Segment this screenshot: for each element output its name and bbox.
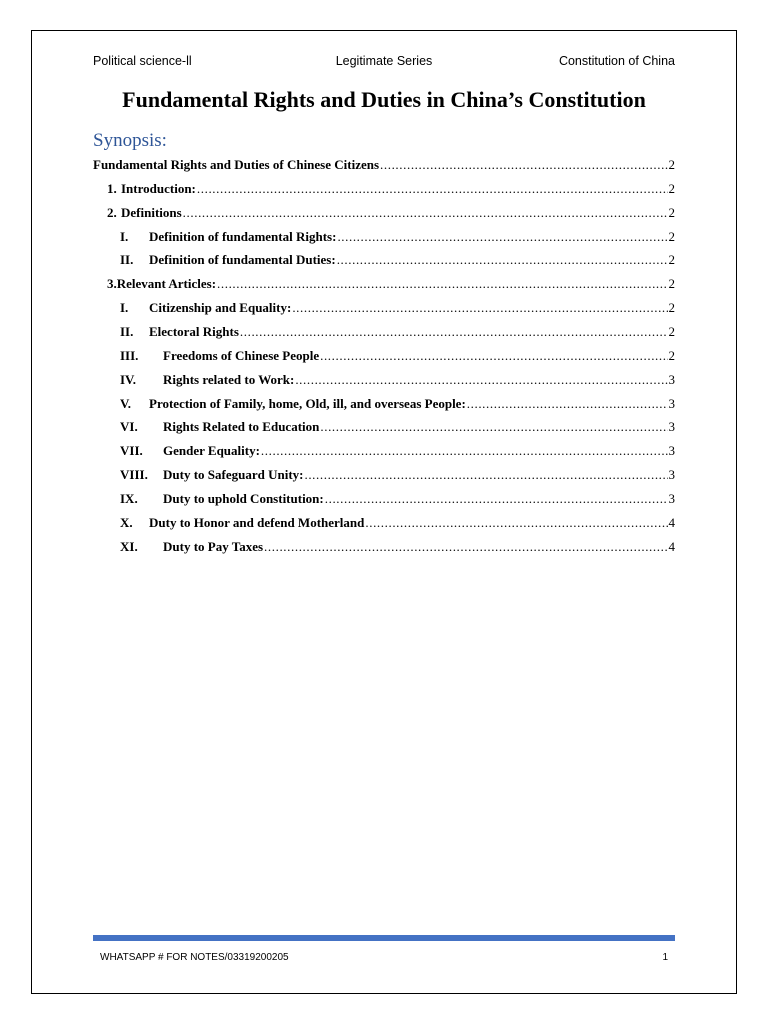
- toc-entry-number: VII.: [120, 443, 143, 459]
- toc-entry-title: Duty to uphold Constitution:: [163, 490, 324, 506]
- toc-dot-leader: [320, 418, 667, 436]
- toc-entry-title: Relevant Articles:: [116, 276, 217, 292]
- toc-entry-number: VIII.: [120, 467, 148, 483]
- toc-entry-page: 2: [668, 300, 675, 316]
- toc-entry-title: Definition of fundamental Duties:: [149, 252, 336, 268]
- toc-entry[interactable]: [93, 156, 675, 174]
- toc-entry[interactable]: [93, 538, 675, 556]
- header-left: Political science-ll: [93, 54, 192, 68]
- header-right: Constitution of China: [558, 54, 675, 68]
- toc-entry-title: Definitions: [121, 204, 182, 220]
- toc-entry[interactable]: [93, 228, 675, 246]
- page-header: [93, 54, 675, 74]
- toc-dot-leader: [264, 538, 667, 556]
- toc-entry[interactable]: [93, 251, 675, 269]
- toc-entry[interactable]: [93, 514, 675, 532]
- footer-divider: [93, 935, 675, 941]
- toc-entry[interactable]: [93, 395, 675, 413]
- toc-dot-leader: [320, 347, 667, 365]
- toc-entry-page: 2: [668, 157, 675, 172]
- toc-entry-title: Fundamental Rights and Duties of Chinese Citizens: [93, 157, 380, 172]
- page-footer: [100, 952, 668, 968]
- toc-entry-page: 2: [668, 347, 675, 363]
- synopsis-heading: Synopsis:: [93, 130, 167, 151]
- toc-entry-number: 2.: [107, 204, 117, 220]
- toc-dot-leader: [292, 299, 667, 317]
- toc-dot-leader: [380, 156, 667, 174]
- toc-entry[interactable]: [93, 299, 675, 317]
- toc-entry[interactable]: [93, 442, 675, 460]
- document-page: [31, 30, 737, 994]
- toc-entry[interactable]: [93, 275, 675, 293]
- page-title: Fundamental Rights and Duties in China’s Constitution: [122, 87, 646, 112]
- toc-entry-number: I.: [120, 300, 129, 316]
- toc-entry-title: Citizenship and Equality:: [149, 300, 292, 316]
- toc-entry-number: IV.: [120, 371, 137, 387]
- toc-dot-leader: [325, 490, 668, 508]
- toc-entry[interactable]: [93, 347, 675, 365]
- toc-entry-page: 2: [668, 276, 675, 292]
- toc-entry-title: Duty to Honor and defend Motherland: [149, 514, 365, 530]
- toc-dot-leader: [365, 514, 667, 532]
- toc-entry[interactable]: [93, 180, 675, 198]
- toc-entry-page: 3: [668, 419, 675, 435]
- toc-entry-title: Rights Related to Education: [163, 419, 320, 435]
- toc-entry-number: V.: [120, 395, 131, 411]
- toc-entry-title: Rights related to Work:: [163, 371, 295, 387]
- toc-entry-number: II.: [120, 323, 134, 339]
- footer-page-number: 1: [662, 952, 668, 963]
- toc-entry-number: X.: [120, 514, 133, 530]
- toc-dot-leader: [261, 442, 668, 460]
- toc-entry-title: Protection of Family, home, Old, ill, and overseas People:: [149, 395, 466, 411]
- toc-dot-leader: [217, 275, 667, 293]
- toc-entry-number: III.: [120, 347, 139, 363]
- toc-dot-leader: [337, 251, 668, 269]
- footer-contact: WHATSAPP # FOR NOTES/03319200205: [100, 952, 289, 963]
- toc-entry-page: 2: [668, 252, 675, 268]
- toc-entry-page: 3: [668, 371, 675, 387]
- toc-entry-page: 2: [668, 323, 675, 339]
- toc-entry-page: 4: [668, 538, 675, 554]
- toc-dot-leader: [240, 323, 668, 341]
- toc-entry[interactable]: [93, 204, 675, 222]
- toc-entry-number: XI.: [120, 538, 138, 554]
- toc-entry-title: Definition of fundamental Rights:: [149, 228, 337, 244]
- toc-entry-title: Duty to Safeguard Unity:: [163, 467, 304, 483]
- toc-entry-page: 2: [668, 204, 675, 220]
- header-center: Legitimate Series: [335, 54, 433, 68]
- toc-entry-title: Electoral Rights: [149, 323, 239, 339]
- toc-entry-page: 3: [668, 443, 675, 459]
- toc-entry[interactable]: [93, 490, 675, 508]
- toc-dot-leader: [183, 204, 668, 222]
- toc-entry-number: 1.: [107, 180, 117, 196]
- toc-entry-page: 3: [668, 490, 675, 506]
- toc-entry-number: I.: [120, 228, 129, 244]
- toc-entry-number: IX.: [120, 490, 138, 506]
- toc-entry-number: VI.: [120, 419, 138, 435]
- toc-dot-leader: [337, 228, 667, 246]
- toc-dot-leader: [304, 466, 667, 484]
- toc-entry-page: 4: [668, 514, 675, 530]
- toc-entry-title: Freedoms of Chinese People: [163, 347, 320, 363]
- toc-entry[interactable]: [93, 418, 675, 436]
- toc-entry-page: 2: [668, 228, 675, 244]
- toc-entry[interactable]: [93, 466, 675, 484]
- toc-dot-leader: [295, 371, 667, 389]
- toc-entry-number: II.: [120, 252, 134, 268]
- toc-entry-number: 3.: [107, 276, 117, 292]
- toc-dot-leader: [467, 395, 668, 413]
- toc-entry-title: Duty to Pay Taxes: [163, 538, 264, 554]
- toc-entry-title: Introduction:: [121, 180, 196, 196]
- toc-entry[interactable]: [93, 323, 675, 341]
- toc-entry[interactable]: [93, 371, 675, 389]
- toc-entry-title: Gender Equality:: [163, 443, 260, 459]
- toc-entry-page: 3: [668, 395, 675, 411]
- toc-entry-page: 2: [668, 180, 675, 196]
- toc-dot-leader: [197, 180, 668, 198]
- toc-entry-page: 3: [668, 467, 675, 483]
